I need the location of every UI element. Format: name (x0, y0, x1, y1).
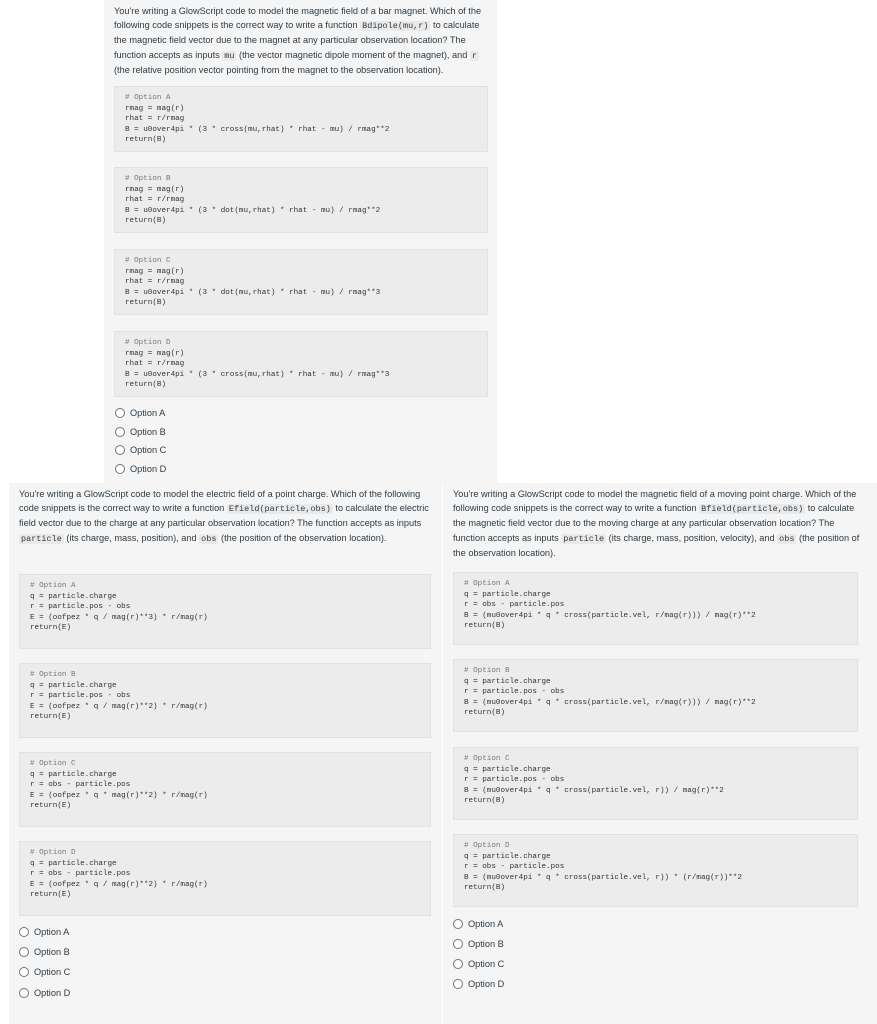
option-label: Option B (130, 427, 166, 437)
code-option-b (114, 167, 488, 233)
radio-button-icon[interactable] (453, 919, 463, 929)
code-line: return(B) (125, 136, 167, 145)
code-option-c (114, 249, 488, 315)
option-label: Option A (130, 408, 166, 418)
code-option-b (19, 663, 431, 738)
inline-code: Bfield(particle,obs) (701, 504, 804, 515)
radio-option-d[interactable] (115, 461, 166, 477)
code-comment: # Option C (125, 257, 171, 265)
radio-option-c[interactable] (453, 956, 504, 972)
code-line: r = obs - particle.pos (30, 870, 131, 879)
code-line: rmag = mag(r) (125, 349, 185, 358)
code-option-c (453, 747, 858, 820)
question-bar-magnet (104, 0, 497, 484)
option-label: Option A (468, 919, 504, 929)
code-line: rmag = mag(r) (125, 185, 185, 194)
radio-option-b[interactable] (19, 944, 70, 960)
code-comment: # Option B (30, 671, 76, 679)
radio-button-icon[interactable] (19, 988, 29, 998)
code-line: r = particle.pos - obs (30, 603, 131, 612)
code-line: r = particle.pos - obs (464, 688, 565, 697)
code-line: return(B) (464, 797, 506, 806)
code-line: q = particle.charge (464, 852, 551, 861)
code-option-d (19, 841, 431, 916)
inline-code: obs (201, 533, 217, 544)
code-line: B = (mu0over4pi * q * cross(particle.vel, r/mag(r))) / mag(r)**2 (464, 611, 756, 620)
inline-code: particle (563, 533, 605, 544)
code-comment: # Option C (30, 760, 76, 768)
code-comment: # Option D (464, 842, 510, 850)
question-electric-field (9, 483, 442, 1024)
radio-option-c[interactable] (115, 442, 166, 458)
radio-button-icon[interactable] (453, 939, 463, 949)
radio-button-icon[interactable] (115, 408, 125, 418)
radio-option-c[interactable] (19, 964, 70, 980)
code-line: rhat = r/rmag (125, 115, 185, 124)
code-line: return(B) (464, 884, 506, 893)
code-line: rmag = mag(r) (125, 267, 185, 276)
code-line: r = obs - particle.pos (464, 863, 565, 872)
code-comment: # Option B (464, 667, 510, 675)
inline-code: r (471, 50, 477, 61)
inline-code: particle (21, 533, 62, 544)
question-prompt: You're writing a GlowScript code to model the magnetic field of a bar magnet. Which of the following code snippets is the correct way to write a function Bdipole(mu,r) to calculate the magnetic field vector due to the magnet at any particular observation location? The function accepts as inputs mu (the vector magnetic dipole moment of the magnet), and r (the relative position vector pointing from the magnet to the observation location). (114, 6, 482, 75)
radio-button-icon[interactable] (115, 464, 125, 474)
code-line: return(B) (125, 381, 167, 390)
code-line: return(B) (125, 217, 167, 226)
radio-option-a[interactable] (115, 405, 165, 421)
code-line: q = particle.charge (464, 590, 551, 599)
radio-option-b[interactable] (453, 936, 504, 952)
code-option-d (453, 834, 858, 907)
code-line: E = (oofpez * q / mag(r)**2) * r/mag(r) (30, 702, 208, 711)
option-label: Option D (34, 988, 71, 998)
code-comment: # Option A (125, 94, 171, 102)
code-comment: # Option A (30, 582, 76, 590)
code-line: return(E) (30, 891, 72, 900)
code-line: B = (mu0over4pi * q * cross(particle.vel, r/mag(r))) / mag(r)**2 (464, 698, 756, 707)
radio-option-a[interactable] (453, 916, 503, 932)
radio-button-icon[interactable] (115, 445, 125, 455)
code-comment: # Option A (464, 580, 510, 588)
question-prompt: You're writing a GlowScript code to model the magnetic field of a moving point charge. Which of the following code snippets is the correct way to write a function Bfield(particle,obs) to calculate the magnetic field vector due to the moving charge at any particular observation location? The function accepts as inputs particle (its charge, mass, position, velocity), and obs (the position of the observation location). (453, 489, 860, 558)
code-line: return(E) (30, 802, 72, 811)
radio-button-icon[interactable] (115, 427, 125, 437)
code-line: r = obs - particle.pos (464, 601, 565, 610)
radio-option-d[interactable] (19, 985, 70, 1001)
radio-option-d[interactable] (453, 976, 504, 992)
code-line: return(B) (464, 709, 506, 718)
radio-button-icon[interactable] (453, 959, 463, 969)
code-option-a (19, 574, 431, 649)
option-label: Option B (468, 939, 504, 949)
option-label: Option B (34, 947, 70, 957)
radio-option-a[interactable] (19, 924, 69, 940)
code-line: q = particle.charge (30, 770, 117, 779)
option-label: Option C (468, 959, 505, 969)
code-line: q = particle.charge (30, 681, 117, 690)
inline-code: Bdipole(mu,r) (362, 21, 429, 32)
radio-option-b[interactable] (115, 424, 166, 440)
code-line: rhat = r/rmag (125, 278, 185, 287)
code-option-b (453, 659, 858, 732)
code-line: B = u0over4pi * (3 * dot(mu,rhat) * rhat - mu) / rmag**3 (125, 288, 381, 297)
code-comment: # Option D (125, 339, 171, 347)
code-line: E = (oofpez * q / mag(r)**2) * r/mag(r) (30, 880, 208, 889)
question-prompt: You're writing a GlowScript code to model the electric field of a point charge. Which of the following code snippets is the correct way to write a function Efield(particle,obs) to calculate the electric field vector due to the charge at any particular observation location? The function accepts as inputs particle (its charge, mass, position), and obs (the position of the observation location). (19, 489, 429, 544)
code-option-c (19, 752, 431, 827)
radio-button-icon[interactable] (19, 967, 29, 977)
radio-button-icon[interactable] (453, 979, 463, 989)
code-line: E = (oofpez * q * mag(r)**2) * r/mag(r) (30, 791, 208, 800)
code-comment: # Option B (125, 175, 171, 183)
option-label: Option A (34, 927, 70, 937)
option-label: Option C (34, 967, 71, 977)
code-line: r = particle.pos - obs (30, 692, 131, 701)
code-line: return(B) (125, 299, 167, 308)
code-line: r = obs - particle.pos (30, 781, 131, 790)
code-line: E = (oofpez * q / mag(r)**3) * r/mag(r) (30, 613, 208, 622)
code-line: rhat = r/rmag (125, 196, 185, 205)
code-line: rmag = mag(r) (125, 104, 185, 113)
code-line: B = u0over4pi * (3 * cross(mu,rhat) * rhat - mu) / rmag**2 (125, 125, 390, 134)
radio-button-icon[interactable] (19, 927, 29, 937)
option-label: Option D (468, 979, 505, 989)
option-label: Option D (130, 464, 167, 474)
code-line: B = u0over4pi * (3 * dot(mu,rhat) * rhat - mu) / rmag**2 (125, 206, 381, 215)
code-comment: # Option C (464, 755, 510, 763)
code-line: return(B) (464, 622, 506, 631)
code-line: B = (mu0over4pi * q * cross(particle.vel, r)) * (r/mag(r))**2 (464, 873, 742, 882)
code-line: return(E) (30, 624, 72, 633)
inline-code: obs (779, 533, 795, 544)
inline-code: mu (224, 50, 235, 61)
code-comment: # Option D (30, 849, 76, 857)
code-line: r = particle.pos - obs (464, 776, 565, 785)
code-line: q = particle.charge (30, 592, 117, 601)
code-line: return(E) (30, 713, 72, 722)
question-moving-charge (443, 483, 877, 1024)
code-line: q = particle.charge (30, 859, 117, 868)
code-line: q = particle.charge (464, 765, 551, 774)
inline-code: Efield(particle,obs) (228, 504, 331, 515)
code-line: rhat = r/rmag (125, 360, 185, 369)
code-option-a (453, 572, 858, 645)
option-label: Option C (130, 445, 167, 455)
code-line: B = u0over4pi * (3 * cross(mu,rhat) * rhat - mu) / rmag**3 (125, 370, 390, 379)
code-option-a (114, 86, 488, 152)
code-option-d (114, 331, 488, 397)
code-line: B = (mu0over4pi * q * cross(particle.vel, r)) / mag(r)**2 (464, 786, 724, 795)
radio-button-icon[interactable] (19, 947, 29, 957)
code-line: q = particle.charge (464, 677, 551, 686)
